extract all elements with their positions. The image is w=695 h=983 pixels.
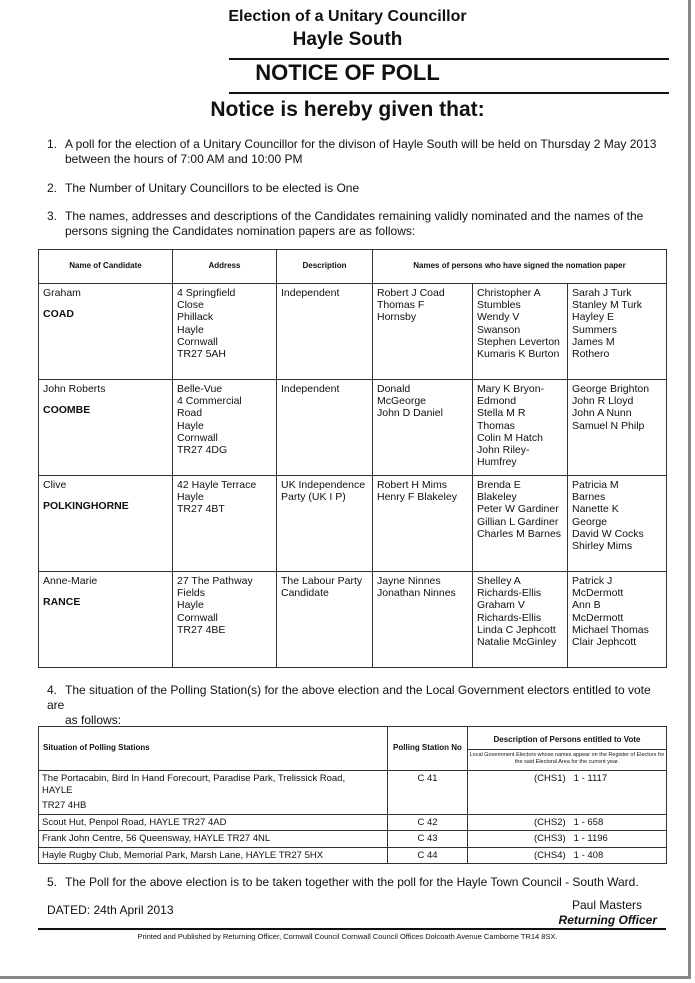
signer-name: Barnes: [572, 491, 606, 504]
signers-cell: [373, 476, 473, 572]
signers-cell: [473, 572, 568, 668]
address-cell: [173, 284, 277, 380]
district-code: (CHS4): [534, 849, 566, 861]
description-cell: [277, 476, 373, 572]
address-cell: [173, 572, 277, 668]
paragraph-text: The situation of the Polling Station(s) for the above election and the Local Government electors entitled to vote are: [47, 683, 651, 712]
signers-cell: [568, 476, 667, 572]
paragraph-5: [47, 875, 667, 890]
paragraph-text: between the hours of 7:00 AM and 10:00 PM: [65, 152, 303, 166]
signers-cell: [473, 284, 568, 380]
signer-name: Edmond: [477, 395, 517, 408]
signer-name: Gillian L Gardiner: [477, 515, 559, 528]
paragraph-1: [47, 137, 667, 167]
polling-station-row: [39, 831, 667, 848]
station-number-cell: C 44: [388, 847, 468, 864]
signer-name: Jonathan Ninnes: [377, 587, 456, 600]
signer-name: John R Lloyd: [572, 395, 634, 408]
candidate-description: Independent: [281, 287, 340, 299]
column-header: Description: [277, 250, 373, 284]
paragraph-text: The Number of Unitary Councillors to be elected is One: [65, 181, 360, 195]
situation-line: TR27 4HB: [42, 800, 87, 811]
situation-line: HAYLE: [42, 784, 73, 796]
polling-stations-table: [38, 726, 667, 864]
signer-name: Ann B: [572, 599, 601, 612]
footer-rule: [38, 928, 666, 930]
officer-title: Returning Officer: [558, 913, 657, 927]
candidate-description: UK Independence Party (UK I P): [281, 479, 366, 504]
paragraph-text: as follows:: [65, 713, 122, 727]
address-line: 27 The Pathway: [177, 575, 253, 587]
signer-name: Kumaris K Burton: [477, 348, 560, 361]
address-line: Hayle: [177, 419, 204, 432]
description-cell: [277, 284, 373, 380]
notice-subtitle: Notice is hereby given that:: [210, 98, 485, 121]
candidate-surname: POLKINGHORNE: [43, 500, 129, 513]
elector-range: 1 - 1196: [573, 833, 608, 844]
signer-name: Donald: [377, 383, 411, 395]
signer-name: McDermott: [572, 587, 624, 600]
electors-cell: [468, 771, 667, 815]
district-code: (CHS1): [534, 773, 566, 784]
signer-name: Peter W Gardiner: [477, 503, 559, 516]
signer-name: Stephen Leverton: [477, 335, 560, 348]
paragraph-4: [47, 683, 667, 728]
signer-name: Stumbles: [477, 299, 521, 312]
column-header: Address: [173, 250, 277, 284]
address-line: Cornwall: [177, 335, 218, 348]
signer-name: David W Cocks: [572, 527, 644, 540]
candidate-row: [39, 284, 667, 380]
description-cell: [277, 572, 373, 668]
candidate-forename: Anne-Marie: [43, 575, 98, 587]
paragraph-number: 3.: [47, 209, 58, 223]
signer-name: Henry F Blakeley: [377, 491, 457, 504]
signer-name: Sarah J Turk: [572, 287, 632, 299]
signer-name: Mary K Bryon-: [477, 383, 545, 395]
address-line: Cornwall: [177, 611, 218, 624]
signers-cell: [568, 284, 667, 380]
signer-name: Hornsby: [377, 311, 417, 324]
district-code: (CHS3): [534, 833, 566, 844]
address-line: Phillack: [177, 311, 214, 324]
paragraph-text: The Poll for the above election is to be taken together with the poll for the Hayle Town Council - South Ward.: [65, 875, 639, 889]
signers-cell: [473, 476, 568, 572]
paragraph-number: 5.: [47, 875, 58, 889]
paragraph-number: 2.: [47, 181, 58, 195]
column-header: Situation of Polling Stations: [39, 727, 388, 771]
description-cell: [277, 380, 373, 476]
signer-name: Linda C Jephcott: [477, 623, 556, 636]
signer-name: Richards-Ellis: [477, 587, 542, 600]
signer-name: John D Daniel: [377, 407, 443, 420]
situation-line: Hayle Rugby Club, Memorial Park, Marsh Lane, HAYLE TR27 5HX: [42, 849, 324, 861]
candidate-name-cell: [39, 476, 173, 572]
column-header: Name of Candidate: [39, 250, 173, 284]
signer-name: Rothero: [572, 348, 610, 361]
candidate-row: [39, 572, 667, 668]
situation-line: Scout Hut, Penpol Road, HAYLE TR27 4AD: [42, 816, 227, 828]
candidate-surname: COAD: [43, 308, 74, 321]
polling-station-row: [39, 814, 667, 831]
candidate-name-cell: [39, 284, 173, 380]
candidate-description: Independent: [281, 383, 340, 395]
situation-cell: [39, 814, 388, 831]
signer-name: Stanley M Turk: [572, 299, 643, 312]
situation-cell: [39, 771, 388, 815]
address-line: Belle-Vue: [177, 383, 223, 395]
column-header: Description of Persons entitled to Vote: [493, 734, 641, 744]
candidate-name-cell: [39, 380, 173, 476]
address-line: Hayle: [177, 323, 204, 336]
signer-name: Thomas: [477, 419, 515, 432]
electors-cell: [468, 847, 667, 864]
signer-name: George: [572, 515, 608, 528]
candidate-surname: RANCE: [43, 596, 81, 609]
signer-name: Nanette K: [572, 503, 619, 516]
signer-name: Wendy V: [477, 311, 520, 324]
polling-station-row: [39, 771, 667, 815]
elector-range: 1 - 1117: [573, 773, 608, 784]
signer-name: Shirley Mims: [572, 540, 633, 553]
address-line: Fields: [177, 587, 206, 600]
candidate-forename: Graham: [43, 287, 81, 299]
dated: DATED: 24th April 2013: [47, 903, 174, 917]
signer-name: Charles M Barnes: [477, 527, 562, 540]
candidate-surname: COOMBE: [43, 404, 91, 417]
paragraph-number: 4.: [47, 683, 58, 697]
column-header-group: [468, 727, 667, 771]
signers-cell: [568, 380, 667, 476]
candidate-row: [39, 476, 667, 572]
signer-name: Brenda E Blakeley: [477, 479, 521, 504]
signer-name: Jayne Ninnes: [377, 575, 441, 587]
address-cell: [173, 380, 277, 476]
signer-name: McDermott: [572, 611, 624, 624]
electors-cell: [468, 814, 667, 831]
signers-cell: [473, 380, 568, 476]
address-line: Road: [177, 407, 203, 420]
situation-cell: [39, 831, 388, 848]
signer-name: John A Nunn: [572, 407, 632, 420]
address-line: 4 Springfield: [177, 287, 236, 299]
signer-name: Robert J Coad: [377, 287, 445, 299]
signer-name: Thomas F: [377, 299, 425, 312]
signer-name: Michael Thomas: [572, 623, 649, 636]
address-line: Close: [177, 299, 204, 312]
address-line: TR27 4BE: [177, 623, 226, 636]
election-title: Election of a Unitary Councillor: [228, 8, 467, 25]
notice-title: NOTICE OF POLL: [255, 60, 440, 85]
signer-name: Swanson: [477, 323, 521, 336]
signers-cell: [373, 380, 473, 476]
paragraph-text: A poll for the election of a Unitary Councillor for the divison of Hayle South will be held on Thursday 2 May 2013: [65, 137, 657, 151]
signer-name: James M: [572, 335, 615, 348]
paragraph-number: 1.: [47, 137, 58, 151]
signer-name: McGeorge: [377, 395, 427, 408]
signer-name: Humfrey: [477, 456, 517, 469]
signer-name: Shelley A: [477, 575, 521, 587]
address-cell: [173, 476, 277, 572]
address-line: 4 Commercial: [177, 395, 242, 408]
signer-name: John Riley-: [477, 444, 530, 457]
signer-name: Hayley E: [572, 311, 615, 324]
signer-name: Patricia M: [572, 479, 619, 491]
candidate-forename: Clive: [43, 479, 67, 491]
situation-line: Frank John Centre, 56 Queensway, HAYLE TR27 4NL: [42, 833, 271, 844]
signer-name: Summers: [572, 323, 617, 336]
signer-name: Robert H Mims: [377, 479, 448, 491]
officer-name: Paul Masters: [571, 898, 642, 912]
candidate-forename: John Roberts: [43, 383, 106, 395]
signer-name: Natalie McGinley: [477, 636, 557, 649]
signer-name: Patrick J: [572, 575, 613, 587]
signers-cell: [568, 572, 667, 668]
electors-cell: [468, 831, 667, 848]
situation-line: The Portacabin, Bird In Hand Forecourt, Paradise Park, Trelissick Road,: [42, 773, 346, 784]
address-line: TR27 5AH: [177, 348, 227, 361]
signers-cell: [373, 284, 473, 380]
signer-name: George Brighton: [572, 383, 650, 395]
signer-name: Clair Jephcott: [572, 636, 637, 649]
address-line: Hayle: [177, 599, 204, 612]
station-number-cell: C 41: [388, 771, 468, 815]
station-number-cell: C 43: [388, 831, 468, 848]
address-line: Cornwall: [177, 431, 218, 444]
signer-name: Colin M Hatch: [477, 431, 543, 444]
signer-name: Stella M R: [477, 407, 526, 420]
elector-range: 1 - 408: [573, 849, 604, 861]
column-header: Names of persons who have signed the nomation paper: [373, 250, 667, 284]
paragraph-3: [47, 209, 667, 239]
candidate-row: [39, 380, 667, 476]
candidates-table: [38, 249, 667, 668]
printed-by: Printed and Published by Returning Officer, Cornwall Council Cornwall Council Offices Dolcoath Avenue Camborne TR14 8SX.: [137, 932, 558, 941]
district-code: (CHS2): [534, 816, 566, 828]
signer-name: Christopher A: [477, 287, 541, 299]
elector-range: 1 - 658: [573, 816, 604, 828]
column-header: Polling Station No: [388, 727, 468, 771]
signers-cell: [373, 572, 473, 668]
polling-station-row: [39, 847, 667, 864]
address-line: 42 Hayle Terrace: [177, 479, 257, 491]
candidate-name-cell: [39, 572, 173, 668]
address-line: Hayle: [177, 491, 204, 504]
column-subheader: Local Government Electors whose names appear on the Register of Electors for the said Electoral Area for the current year.: [468, 749, 666, 765]
signer-name: Graham V: [477, 599, 525, 612]
divider: [229, 92, 669, 94]
signer-name: Richards-Ellis: [477, 611, 542, 624]
address-line: TR27 4BT: [177, 503, 225, 516]
paragraph-2: [47, 181, 667, 196]
signer-name: Samuel N Philp: [572, 419, 645, 432]
paragraph-text: persons signing the Candidates nomination papers are as follows:: [65, 224, 416, 238]
paragraph-text: The names, addresses and descriptions of the Candidates remaining validly nominated and the names of the: [65, 209, 644, 223]
station-number-cell: C 42: [388, 814, 468, 831]
situation-cell: [39, 847, 388, 864]
address-line: TR27 4DG: [177, 444, 228, 457]
candidate-description: The Labour Party Candidate: [281, 575, 363, 600]
division-title: Hayle South: [292, 29, 403, 50]
